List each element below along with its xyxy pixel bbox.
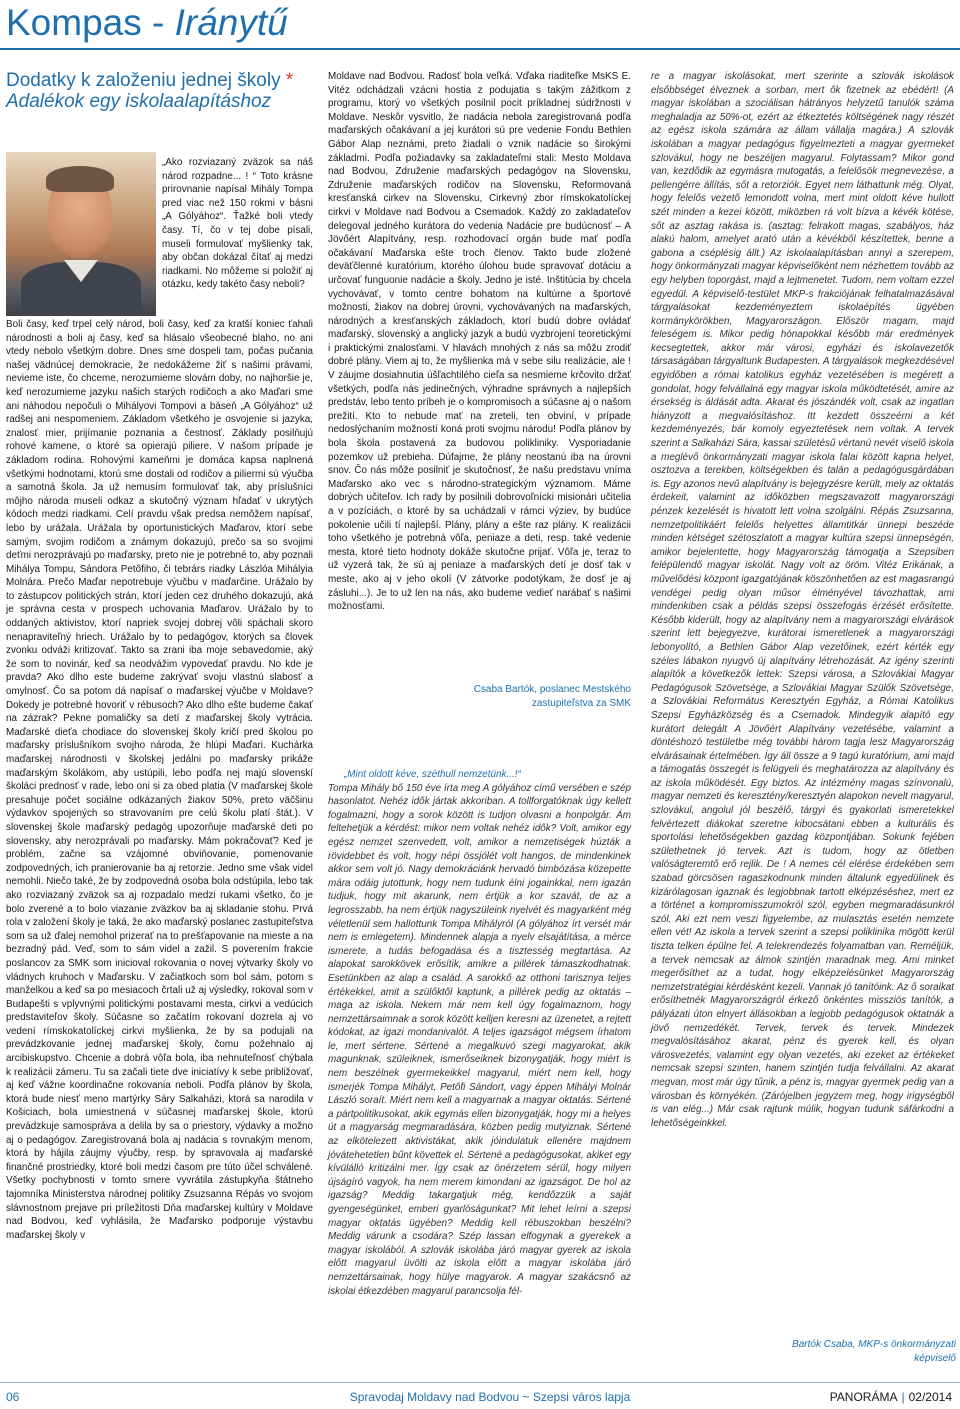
publication-name: Spravodaj Moldavy nad Bodvou ~ Szepsi város lapja [349,1390,631,1404]
column-2-text: Moldave nad Bodvou. Radosť bola veľká. Vďaka riaditeľke MsKS E. Vitéz odchádzali vzácni hostia z podujatia s takým zážitkom z programu, ktorý vo všetkých posilnil pocit príkladnej súdržnosti v Moldave. Neskôr vysvitlo, že nadácia nebola zaregistrovaná podľa maďarských očakávaní a jej kurátori sú pre vedenie Fondu Bethlen Gábor Alap neznámi, preto žiadali o vznik nadácie so širokými základmi. Podľa požiadavky sa zakladateľmi stali: Mesto Moldava nad Bodvou, Združenie maďarských pedagógov na Slovensku, Združenie maďarských rodičov na Slovensku, Reformovaná kresťanská cirkev na Slovensku, Cirkevný zbor rímskokatolíckej cirkvi v Moldave nad Bodvou a Csemadok. Každý zo zakladateľov delegoval jedného kurátora do vedenia Nadácie pre budúcnosť – A Jövőért Alapítvány, resp. rozhodovací orgán bude mať podľa očakávaní Maďarska ešte troch členov. Takto bude zložené deväťčlenné kuratórium, ktorého úlohou bude spravovať dotáciu a určovať funguonie nadácie a školy. Jedno je isté. Inštitúcia by chcela vychovávať, v tomto centre bohatom na kultúrne a športové možnosti, žiakov na dobrej úrovni, vychovávaných na maďarských, národných a kresťanských základoch, ktorí budú dobre ovládať maďarský, slovenský a anglický jazyk a budú vyzbrojení teoretickými i praktickými znalosťami. V hlavách mnohých z nás sa môžu zrodiť dobré plány. Viem aj to, že myšlienka má v sebe silu realizácie, ale ! V záujme dosiahnutia úšľachtilého cieľa sa nesmieme krčovito držať všetkých, podľa nás jedinečných, výhradne správnych a najlepších predstáv, lebo tento príbeh je o kompromisoch a súčasne aj o našom prežití. Kto to nebude mať na zreteli, ten obviní, v prípade nedoslýchaním možností koná proti svojmu národu! Podľa plánov by bola škola postavená za budovou polikliniky. Vysporiadanie pozemkov už prebieha. Dúfajme, že plány neostanú iba na úrovni snov. Čo nás môže posilniť je skutočnosť, že našu predstavu vníma Maďarsko ako vec s národno-strategickým významom. Máme dobrých učiteľov. Ich rady by posilnili dobrovoľnícki misionári učitelia a v pozíciách, o ktoré by sa uchádzali v rámci výziev, by budúce pokolenie učili tí najlepší. Plány, plány a ešte raz plány. K realizácii toho všetkého je potrebná vôľa, peniaze a deti, resp. také vedenie mesta, ktoré tieto hodnoty dokáže skutočne prijať. Vôľa je, teraz to už vyzerá tak, že sú aj peniaze a maďarských detí je dosť tak v meste, ako aj v jeho okolí (V zátvorke podotýkam, že dosť je aj zásluhi...). Je to už len na nás, ako budeme vedieť narábať s našimi možnosťami. [328,71,631,613]
column-2-hungarian [328,768,631,1298]
page-number: 06 [6,1390,20,1404]
column-3-text: re a magyar iskolásokat, mert szerinte a szlovák iskolások elsőbbséget élveznek a sorban, mert ők fizetnek az ebédért! (A magyar iskolában a szociálisan hátrányos helyzetű tanulók száma meghaladja az 50%-ot, ezért az étkeztetés költségének nagy részét az egész iskola számára az állam vállalja magára.) A szlovák iskolában a magyar pedagógus figyelmezteti a magyar gyermeket szlovákul, hogy ne beszéljen magyarul. Folytassam? Mikor gond van, kezdődik az egymásra mutogatás, a felelősök megnevezése, a pellengérre állítás, sőt a retorziók. Egyet nem láthattunk még. Olyat, hogy felelős vezető lemondott volna, mert mint oldott kéve hullott szét minden a kezei között, miközben rá volt bízva a kévék kötése, sőt az asztag rakása is. (asztag: felrakott magas, szabályos, ház alakú halom, amelyet arató után a kévékből készítettek, benne a gabona a cséplésig állt.) Az iskolaalapításban annyi a szerepem, hogy önkormányzati magyar képviselőként nem nézhettem tovább az egy helyben toporgást, majd a lejtmenetet. Tudom, nem voltam ezzel egyedül. A képviselő-testület MKP-s frakciójának felhatalmazásával tárgyalásokat kezdeményeztem iskolaépítés ügyében kormánykörökben, Magyarországon. Először magam, majd feleségem is. Mikor pedig hónapokkal később már eredmények kecsegtettek, akkor már városi, egyházi és iskolavezetők társaságában tárgyaltunk Budapesten. A tárgyalások megkezdésével egyidőben a római katolikus egyház vezetésében is megérett a gondolat, hogy felvállalná egy magyar iskola működtetését, amire az érsekség is áldását adta. Akarat és jószándék volt, csak az ingatlan hiányzott a megvalósításhoz. Itt kezdett összeérni a két kezdeményezés, bár komoly egyeztetések nem voltak. A tervek szerint a Salkaházi Sára, kassai születésű vértanú nevét viselő iskola a meglévő önkormányzati magyar iskola falai között kapna helyet, osztozva a terekben, költségekben és talán a pedagógusgárdában is. Egy azonos nevű alapítvány is bejegyzésre került, mely az oktatás érdekeit, valamint az időközben megszavazott magyarországi pénzek kezelését is hivatott lett volna szolgálni. Répás Zsuzsanna, nemzetpolitikáért felelős helyettes államtitkár ünnepi beszéde minden kétséget szétoszlatott a magyar kultúra szepsi ünnepségén, amikor bejelentette, hogy Magyarország támogatja a Szepsiben felépülendő magyar iskolát. Nagy volt az öröm. Vitéz Erikának, a művelődési központ igazgatójának köszönhetően az est magasrangú vendégei pedig olyan műsor élményével távozhattak, ami mindenkiben csak a példás szepsi összefogás érzését erősítette. Később kiderült, hogy az alapítvány nem a magyarországi elvárások szerint lett bejegyezve, kurátorai ismeretlenek a magyarországi lebonyolító, a Bethlen Gábor Alap vezetőinek, ezért kérték egy széles lábakon nyugvó új alapítvány létrehozását. Az igény szerinti alapítók a következők lettek: Szepsi városa, a Szlovákiai Magyar Pedagógusok Szövetsége, a Szlovákiai Magyar Szülők Szövetsége, a Szlovákiai Református Keresztyén Egyház, a Római Katolikus Szepsi Egyházközség és a Csemadok. Mindegyik alapító egy kurátort delegált A Jövőért Alapítvány vezetésébe, valamint a döntéshozó testületbe még további három tagja lesz Magyarország elvárásainak értelmében. Így áll össze a 9 tagú kuratórium, ami majd a támogatás összegét is felügyeli és meghatározza az alapítvány és az iskola működését. Egy biztos. Az intézmény magas színvonalú, magyar nemzeti és keresztény/keresztyén alapokon nevelt magyarul, szlovákul, angolul jól beszélő, tárgyi és gyakorlati ismeretekkel felvértezett diákokat szeretne kibocsátani ebben a kulturális és sportolási lehetőségekben gazdag központjában. Sokunk fejében születhetnek jó tervek. Azt is tudom, hogy az ötletben valóságteremtő erő rejlik. De ! A nemes cél elérése érdekében sem szabad görcsösen ragaszkodnunk minden általunk egyedülinek és kizárólagosan igaznak és legjobbnak tartott elképzéséshez, mert ez a történet a kompromisszumokról szól, egyben megmaradásunkról szól. Aki ezt nem veszi figyelembe, az mulasztás esetén nemzete ellen vét! Az iskola a tervek szerint a szepsi poliklinika mögött kerül tiszta telken épülne fel. A telekrendezés folyamatban van. Reméljük, a tervek nemcsak az álmok szintjén maradnak meg. Ami minket megerősíthet az a tudat, hogy elképzelésünket Magyarország nemzetstratégiai kérdésként kezeli. Vannak jó tanítóink. Az ő soraikat erősíthetnék Magyarországról érkező önkéntes missziós tanítók, a pályázati úton elnyert állásokban a legjobb pedagógusok oktatnák a jövő nemzedékét. Tervek, tervek és tervek. Mindezek megvalósításához akarat, pénz és gyerek kell, és olyan városvezetés, valamint egy olyan vezetés, aki ezeket az értékeket nemcsak szepsi szinten, hanem szintjén tudja felvállalni. Az akarat megvan, most már úgy tűnik, a pénz is, magyar gyermek pedig van a városban és környékén. (Zárójelben jegyzem meg, hogy irigységből is van elég...) Már csak rajtunk múlik, hogyan tudunk sáfárkodni a lehetőségeinkkel. [651,71,954,1129]
article-title [6,70,312,112]
title-asterisk: * [285,70,294,91]
issue-number: 02/2014 [908,1390,952,1404]
header-title-main: Kompas - [6,2,175,43]
signature-hu: Bartók Csaba, MKP-s önkormányzati képviselő [792,1339,956,1364]
portrait-hair [46,166,114,192]
hungarian-quote-head: „Mint oldott kéve, széthull nemzetünk...!“ [344,769,521,780]
article-intro [162,156,313,292]
footer-divider [0,1382,960,1383]
footer-section [830,1390,952,1404]
column-2-body [328,70,631,614]
header-title-sub: Iránytű [174,2,288,43]
header-divider [0,48,960,50]
author-portrait [6,152,156,316]
column-3-hungarian [651,70,954,1130]
article-title-hu: Adalékok egy iskolaalapításhoz [6,91,272,112]
signature-sk: Csaba Bartók, poslanec Mestského zastupiteľstva za SMK [473,684,631,709]
article-title-sk: Dodatky k založeniu jednej školy [6,70,281,91]
column-1-text: Boli časy, keď trpel celý národ, boli časy, keď za kratší koniec ťahali národnosti a boli aj časy, keď sa hlásalo všeobecné blaho, no ani vtedy nebolo všetkým dobre. Dnes sme dospeli tam, počas pučania našej vädnúcej demokracie, že nedokážeme žiť s našimi právami, nevieme iste, čo chceme, nerozumieme slovám doby, no najhoršie je, keď nerozumieme jazyku našich starých rodičoch a ako Maďari sme ani náhodou nepočuli o Mihályovi Tompovi a báseň „A Gólyához“ už radšej ani nespomeniem. Základom všetkého je osvojenie si jazyka, znalosť mier, prijímanie poznania a čestnosť. Základy posilňujú rohové kamene, o ktoré sa opierajú piliere. V našom prípade je základom rodina. Rohovými kameňmi je domáca kapsa naplnená všetkými hodnotami, ktorú sme dostali od rodičov a piliermi sú výučba a samotná škola. Ja už nemusím formulovať tak, aby príslušníci môjho národa museli odkaz a skutočný význam hľadať v ukrytých kódoch medzi riadkami. Celí pravdu však predsa nemôžem napísať, lebo by urážala. Urážala by oportunistických Maďarov, ktorí sebe samým, svojim rodičom a známym dokazujú, prečo sa so svojimi deťmi nerozprávajú po maďarsky, preto nie je potrebné to, aby poznali Mihálya Tompu, Sándora Petőfiho, či tebrárs riadky Lászlóa Mihályia Molnára. Prečo Maďar nepotrebuje výučbu v maďarčine. Urážalo by to zástupcov politických strán, ktorí jeden cez druhého dokazujú, aká je správna cesta v prospech uchovania Maďarov. Urážalo by to oddaných aktivistov, ktorí napriek svojej dobrej vôli spáchali skoro nenapraviteľný hriech. Urážalo by to pedagógov, ktorých sa človek zvonku odváži kritizovať. Takto sa zrani iba moje sebavedomie, aký že som to novinár, keď sa neodvážim vypovedať pravdu. No kde je pravda? Ako dlho este budeme zakrývať svoju vlastnú slabosť a omylnosť. Čo sa potom dá napísať o maďarskej výučbe v Moldave? Dokedy je potrebné hovoriť v rébusoch? Ako dlho ešte budeme čakať na zázrak? Pekne pomaličky sa detí z maďarskej školy vytrácia. Maďarské dieťa chodiace do slovenskej školy kričí pred školou po maďarsky príslušníkom svojho národa, že hlúpi Maďari. Kuchárka maďarskej národnosti v školskej jedálni po maďarsky prikáže maďarským školákom, aby ustúpili, lebo podľa nej majú slovenskí školáci prednosť v rade, lebo oni si za obed platia (V maďarskej škole presahuje počet sociálne odkázaných žiakov 50%, preto väčšinu výdavkov spojených so stravovaním pre celú školu platí štát.). V slovenskej škole maďarský pedagóg upozorňuje maďarské deti po slovensky, aby nerozprávali po maďarsky. Mám pokračovať? Keď je problém, začne sa vzájomné obviňovanie, pomenovanie zodpovedných, ich pranierovanie ba aj retorzie. Jedno sme však videl nemohli. Niečo také, že by zodpovedná osoba bola odstúpila, lebo tak ako rozviazaný zväzok sa aj rozpadalo medzi rukami všetko, čo je bolo zverené a to bolo viazanie zväzkov ba aj skladanie stohu. Prvá rola v založení školy je taká, že ako maďarský poslanec zastupiteľstva som sa už ďalej nemohol prizerať na to prešťapovanie na mieste a na bezradný pád. Veď, som to sám videl a zažil. S poverením frakcie poslancov za SMK som inicioval rokovania o novej výtvarky školy vo vládnych kruhoch v Maďarsku. V začiatkoch som bol sám, potom s manželkou a keď sa po mesiacoch črtali už aj výsledky, rokoval som v Budapešti s vplyvnými politickými postavami mesta, cirkvi a vedúcich predstaviteľov školy. Súčasne so začatím rokovaní dozrela aj vo vedení rímskokatolíckej cirkvi myšlienka, že by sa podujali na prevádzkovanie jednej maďarskej školy, čomu požehnalo aj arcibiskupstvo. Chcenie a dobrá vôľa bola, iba nehnuteľnosť chýbala k realizácii zámeru. Tu sa začali tiete dve iniciatívy k sebe približovať, aj keď vážne koordinačne rokovania neboli. Podľa plánov by škola, ktorá bude niesť meno martýrky Sáry Salkaházi, ktorá sa narodila v Košiciach, bola umiestnená v súčasnej maďarskej škole, ktorú prevádzkuje samospráva a delila by sa o priestory, výdavky a možno aj o pedagógov. Zaregistrovaná bola aj nadácia s rovnakým menom, ktorá by hájila záujmy výučby, resp. by spravovala aj maďarské finančné prostriedky, ktoré boli medzi časom pre túto účel schválené. Všetky pochybnosti v tomto smere vyvrátila zástupkyňa štátneho tajomníka Ministerstva národnej politiky Zsuzsanna Répás vo svojom slávnostnom prejave pri príležitosti Dňa maďarskej kultúry v Moldave nad Bodvou, keď vyhlásila, že Maďarsko podporuje výstavbu maďarskej školy v [6,319,313,1241]
footer-separator: | [901,1390,905,1404]
column-2-hungarian-text: Tompa Mihály bő 150 éve írta meg A gólyához című versében e szép hasonlatot. Nehéz idők jártak akkoriban. A tollforgatóknak úgy kellett fogalmazni, hogy a sorok között is tudjon olvasni a honpolgár. Ám feltehetjük a kérdést: mikor nem voltak nehéz idők? Volt, amikor egy egész nemzet szenvedett, volt, amikor a nemzetiségek húzták a rövidebbet és volt, hogy népi össjólét volt hangos, de mindenkinek akkor sem volt jó. Nagy demokráciánk hervadó bimbózása közepette mára odáig jutottunk, hogy nem tudunk élni jogainkkal, nem igazán tudjuk, hogy mit akarunk, nem értjük a kor szavát, de az a legrosszabb, ha nem értjük nagyszüleink nyelvét és magyarként még véletlenül sem hallottunk Tompa Mihályról (A gólyához írt versét már nem is emlegetem). Mindennek alapja a nyelv elsajátítása, a mérce ismerete, a tudás befogadása és a tisztesség megtartása. Az alapokat sarokkövek erősítik, amikre a pillérek támaszkodhatnak. Esetünkben az alap a család. A sarokkő az otthoni tarisznya teljes értékekkel, amit a szülőktől kaptunk, a pillérek pedig az oktatás – maga az iskola. Nekem már nem kell úgy fogalmaznom, hogy nemzettársaimnak a sorok között kelljen keresni az üzenetet, a rejtett kódokat, az igazi mondanivalót. A teljes igazságot mégsem írhatom le, mert sértene. Sértené a megalkuvó szegi magyarokat, akik magunknak, szüleiknek, ismerőseiknek bizonygatják, hogy miért is nem beszélnek gyermekeikkel magyarul, miért nem kell, hogy ismerjék Tompa Mihályt, Petőfi Sándort, vagy éppen Mihályi Molnár László soraít. Miért nem kell a magyarnak a magyar oktatás. Sértené a pártpolitikusokat, akik egymás ellen bizonygatják, hogy mi a helyes út a magyarság megmaradására, közben pedig mutyiznak. Sértené az elkötelezett aktivistákat, akik jóindulatuk ellenére majdnem jóvátehetetlen bűnt követtek el. Sértené a pedagógusokat, akiket egy kívülálló kritizálni mer. Így csak az önérzetem sérül, hogy milyen újságíró vagyok, ha nem merem kimondani az igazságot. De hol az igazság? Meddig takargatjuk még, kendőzzük a saját gyengeségünket, emberi gyarlóságunkat? Mit lehet leírni a szepsi magyar oktatás ügyében? Meddig kell rébuszokban beszélni? Meddig várunk a csodára? Szép lassan elfogynak a gyerekek a magyar iskolából. A szlovák iskolába járó magyar gyerek az iskola előtt magyarul üvölti az iskola előtt a magyar iskolába járó nemzettársainak, hogy hülye magyarok. A magyar szakácsnő az iskolai étkezdében magyarul parancsolja fél- [328,782,631,1297]
intro-text: „Ako rozviazaný zväzok sa náš národ rozpadne... ! “ Toto krásne prirovnanie napísal Mihály Tompa pred viac než 150 rokmi v básni „A Gólyához“. Ťažké boli vtedy časy. Tí, čo v tej dobe písali, museli formulovať myšlienky tak, aby občan dokázal čítať aj medzi riadkami. No môžeme si položiť aj otázku, kedy takéto časy neboli? [162,157,313,291]
section-name: PANORÁMA [829,1390,898,1404]
page-header-title [6,2,288,44]
column-1-body [6,318,313,1242]
